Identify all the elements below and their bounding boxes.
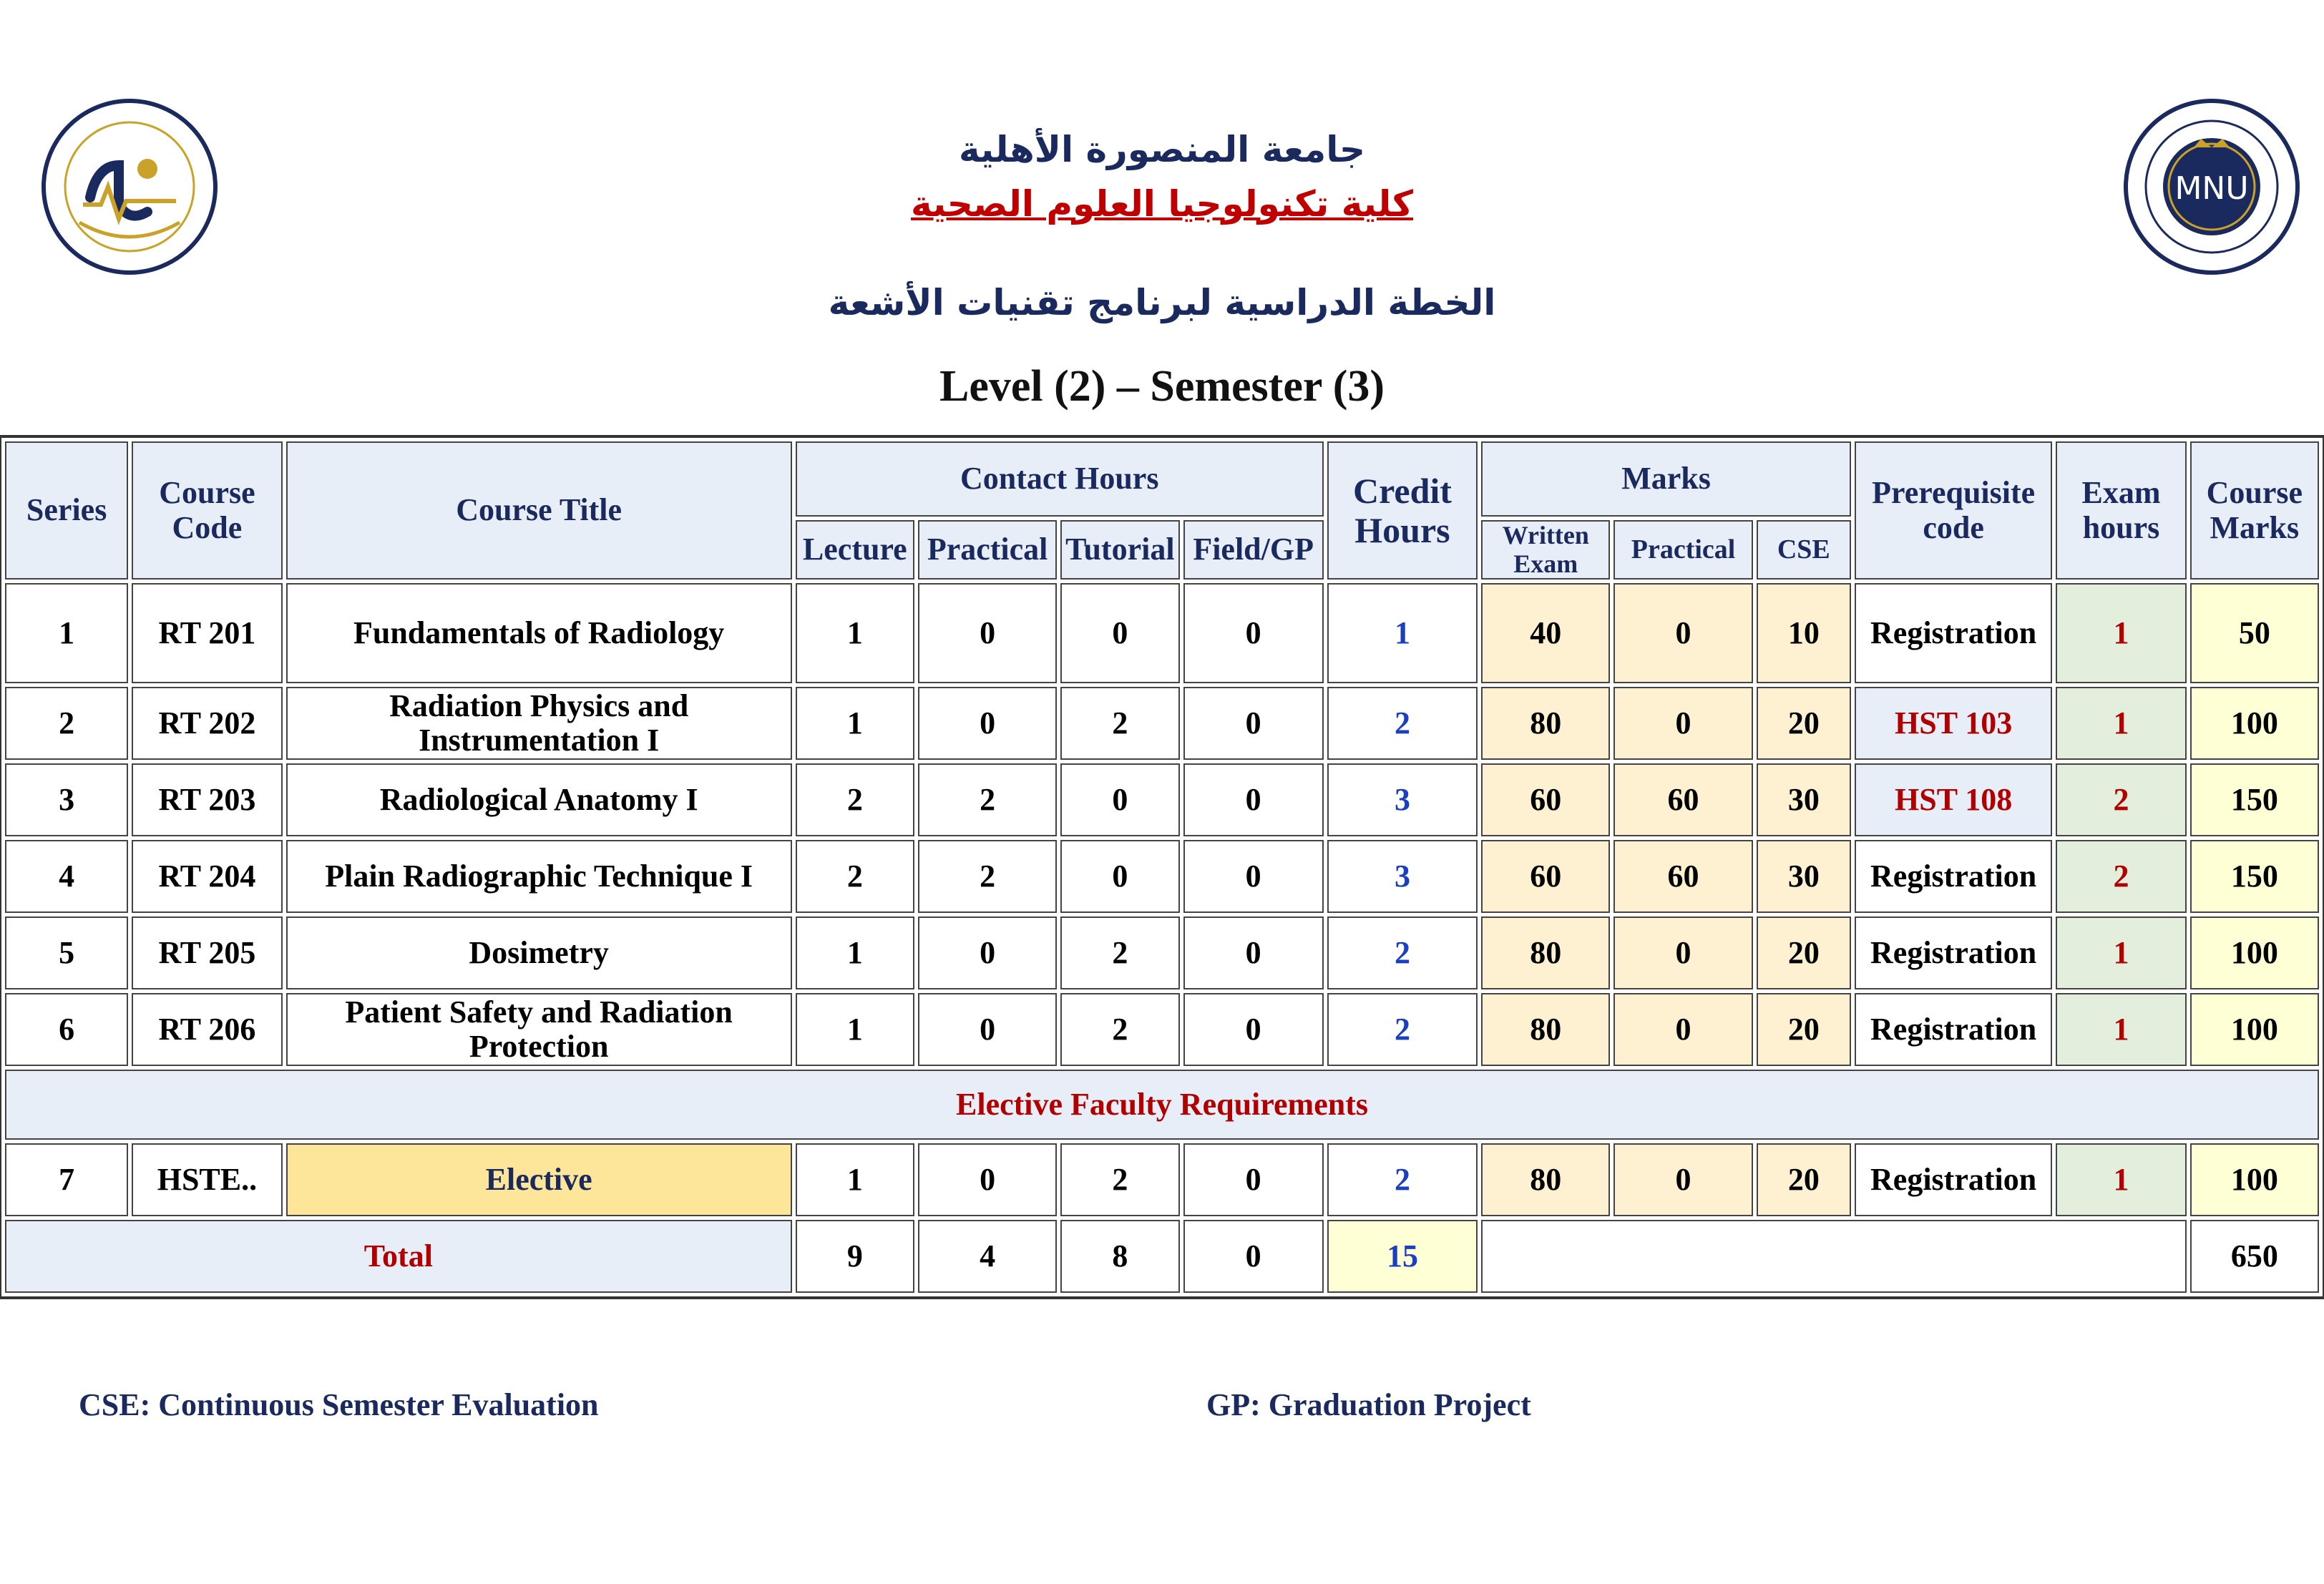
study-plan-table [1,438,2323,1296]
table-row-total [5,1220,2319,1293]
cell-tutorial: 0 [1060,763,1179,836]
total-label: Total [5,1220,792,1293]
cell-marks-practical: 60 [1613,840,1752,913]
cell-credit: 2 [1327,1143,1478,1216]
cell-lecture: 2 [796,763,914,836]
header-series: Series [5,441,128,580]
cell-lecture: 1 [796,687,914,760]
cell-prereq: HST 103 [1855,687,2052,760]
cell-tutorial: 2 [1060,916,1179,989]
cell-code: RT 204 [132,840,282,913]
cell-lecture: 1 [796,993,914,1066]
header-marks-practical: Practical [1613,520,1752,580]
cell-cse: 20 [1757,687,1851,760]
header-exam-hours: Exam hours [2056,441,2186,580]
total-blank [1481,1220,2187,1293]
total-tutorial: 8 [1060,1220,1179,1293]
cell-practical: 0 [918,993,1057,1066]
cell-course-marks: 100 [2190,1143,2319,1216]
cell-prereq: HST 108 [1855,763,2052,836]
cell-title: Elective [286,1143,792,1216]
cell-field: 0 [1183,916,1324,989]
cell-title: Radiological Anatomy I [286,763,792,836]
cell-tutorial: 0 [1060,583,1179,683]
cell-marks-practical: 0 [1613,916,1752,989]
cell-marks-practical: 0 [1613,687,1752,760]
cell-series: 5 [5,916,128,989]
cell-exam-hours: 1 [2056,1143,2186,1216]
header-course-marks: Course Marks [2190,441,2319,580]
cell-marks-practical: 0 [1613,993,1752,1066]
header-marks: Marks [1481,441,1851,517]
cell-credit: 2 [1327,993,1478,1066]
cell-field: 0 [1183,687,1324,760]
cell-lecture: 1 [796,916,914,989]
cell-lecture: 1 [796,583,914,683]
cell-cse: 30 [1757,840,1851,913]
cell-cse: 20 [1757,993,1851,1066]
cell-code: RT 205 [132,916,282,989]
cell-field: 0 [1183,993,1324,1066]
cell-title: Dosimetry [286,916,792,989]
cell-field: 0 [1183,763,1324,836]
cell-prereq: Registration [1855,1143,2052,1216]
cell-code: RT 202 [132,687,282,760]
header-tutorial: Tutorial [1060,520,1179,580]
cell-tutorial: 2 [1060,687,1179,760]
header-contact-hours: Contact Hours [796,441,1324,517]
total-lecture: 9 [796,1220,914,1293]
table-row [5,763,2319,836]
table-row [5,583,2319,683]
cell-written: 80 [1481,687,1610,760]
cell-exam-hours: 1 [2056,916,2186,989]
cell-cse: 20 [1757,1143,1851,1216]
cell-series: 7 [5,1143,128,1216]
cell-series: 6 [5,993,128,1066]
cell-credit: 3 [1327,763,1478,836]
cell-prereq: Registration [1855,840,2052,913]
cell-field: 0 [1183,583,1324,683]
cell-exam-hours: 1 [2056,993,2186,1066]
table-row [5,840,2319,913]
plan-title: الخطة الدراسية لبرنامج تقنيات الأشعة [828,282,1496,323]
total-field: 0 [1183,1220,1324,1293]
cell-series: 4 [5,840,128,913]
cell-title: Patient Safety and Radiation Protection [286,993,792,1066]
cell-credit: 2 [1327,916,1478,989]
cell-exam-hours: 2 [2056,840,2186,913]
cell-written: 80 [1481,993,1610,1066]
cell-written: 60 [1481,763,1610,836]
cell-tutorial: 2 [1060,1143,1179,1216]
header-course-title: Course Title [286,441,792,580]
cell-written: 80 [1481,916,1610,989]
cell-exam-hours: 1 [2056,583,2186,683]
cell-course-marks: 50 [2190,583,2319,683]
cell-cse: 20 [1757,916,1851,989]
cell-title: Radiation Physics and Instrumentation I [286,687,792,760]
cell-field: 0 [1183,1143,1324,1216]
cell-course-marks: 150 [2190,763,2319,836]
cell-exam-hours: 1 [2056,687,2186,760]
cell-practical: 0 [918,583,1057,683]
cell-prereq: Registration [1855,583,2052,683]
cell-practical: 0 [918,916,1057,989]
cell-course-marks: 150 [2190,840,2319,913]
cell-practical: 2 [918,763,1057,836]
cell-written: 80 [1481,1143,1610,1216]
cell-credit: 2 [1327,687,1478,760]
cell-marks-practical: 60 [1613,763,1752,836]
cell-code: RT 201 [132,583,282,683]
level-semester-title: Level (2) – Semester (3) [939,362,1385,411]
total-marks: 650 [2190,1220,2319,1293]
cell-written: 60 [1481,840,1610,913]
cell-marks-practical: 0 [1613,583,1752,683]
cell-tutorial: 0 [1060,840,1179,913]
cell-code: RT 203 [132,763,282,836]
cell-credit: 3 [1327,840,1478,913]
faculty-name: كلية تكنولوجيا العلوم الصحية [911,183,1413,225]
header-practical: Practical [918,520,1057,580]
cell-title: Fundamentals of Radiology [286,583,792,683]
cell-cse: 30 [1757,763,1851,836]
header-credit-hours: Credit Hours [1327,441,1478,580]
table-row-elective [5,1143,2319,1216]
cell-course-marks: 100 [2190,916,2319,989]
cell-tutorial: 2 [1060,993,1179,1066]
cell-marks-practical: 0 [1613,1143,1752,1216]
table-row [5,687,2319,760]
cell-field: 0 [1183,840,1324,913]
cell-course-marks: 100 [2190,993,2319,1066]
cell-practical: 0 [918,1143,1057,1216]
cell-lecture: 1 [796,1143,914,1216]
header-cse: CSE [1757,520,1851,580]
table-row [5,916,2319,989]
cell-lecture: 2 [796,840,914,913]
cell-prereq: Registration [1855,993,2052,1066]
university-logo-initials: MNU [2174,170,2249,207]
footnote-gp: GP: Graduation Project [1206,1387,1531,1422]
total-practical: 4 [918,1220,1057,1293]
section-title-elective: Elective Faculty Requirements [5,1070,2319,1140]
university-name: جامعة المنصورة الأهلية [958,129,1366,170]
cell-credit: 1 [1327,583,1478,683]
cell-series: 3 [5,763,128,836]
cell-code: RT 206 [132,993,282,1066]
cell-code: HSTE.. [132,1143,282,1216]
header-prerequisite: Prerequisite code [1855,441,2052,580]
cell-prereq: Registration [1855,916,2052,989]
cell-course-marks: 100 [2190,687,2319,760]
cell-title: Plain Radiographic Technique I [286,840,792,913]
cell-practical: 2 [918,840,1057,913]
cell-cse: 10 [1757,583,1851,683]
cell-written: 40 [1481,583,1610,683]
cell-exam-hours: 2 [2056,763,2186,836]
header-field-gp: Field/GP [1183,520,1324,580]
header-written-exam: Written Exam [1481,520,1610,580]
total-credit: 15 [1327,1220,1478,1293]
cell-series: 2 [5,687,128,760]
cell-series: 1 [5,583,128,683]
cell-practical: 0 [918,687,1057,760]
header-course-code: Course Code [132,441,282,580]
table-row [5,993,2319,1066]
footnote-cse: CSE: Continuous Semester Evaluation [79,1387,599,1422]
header-lecture: Lecture [796,520,914,580]
